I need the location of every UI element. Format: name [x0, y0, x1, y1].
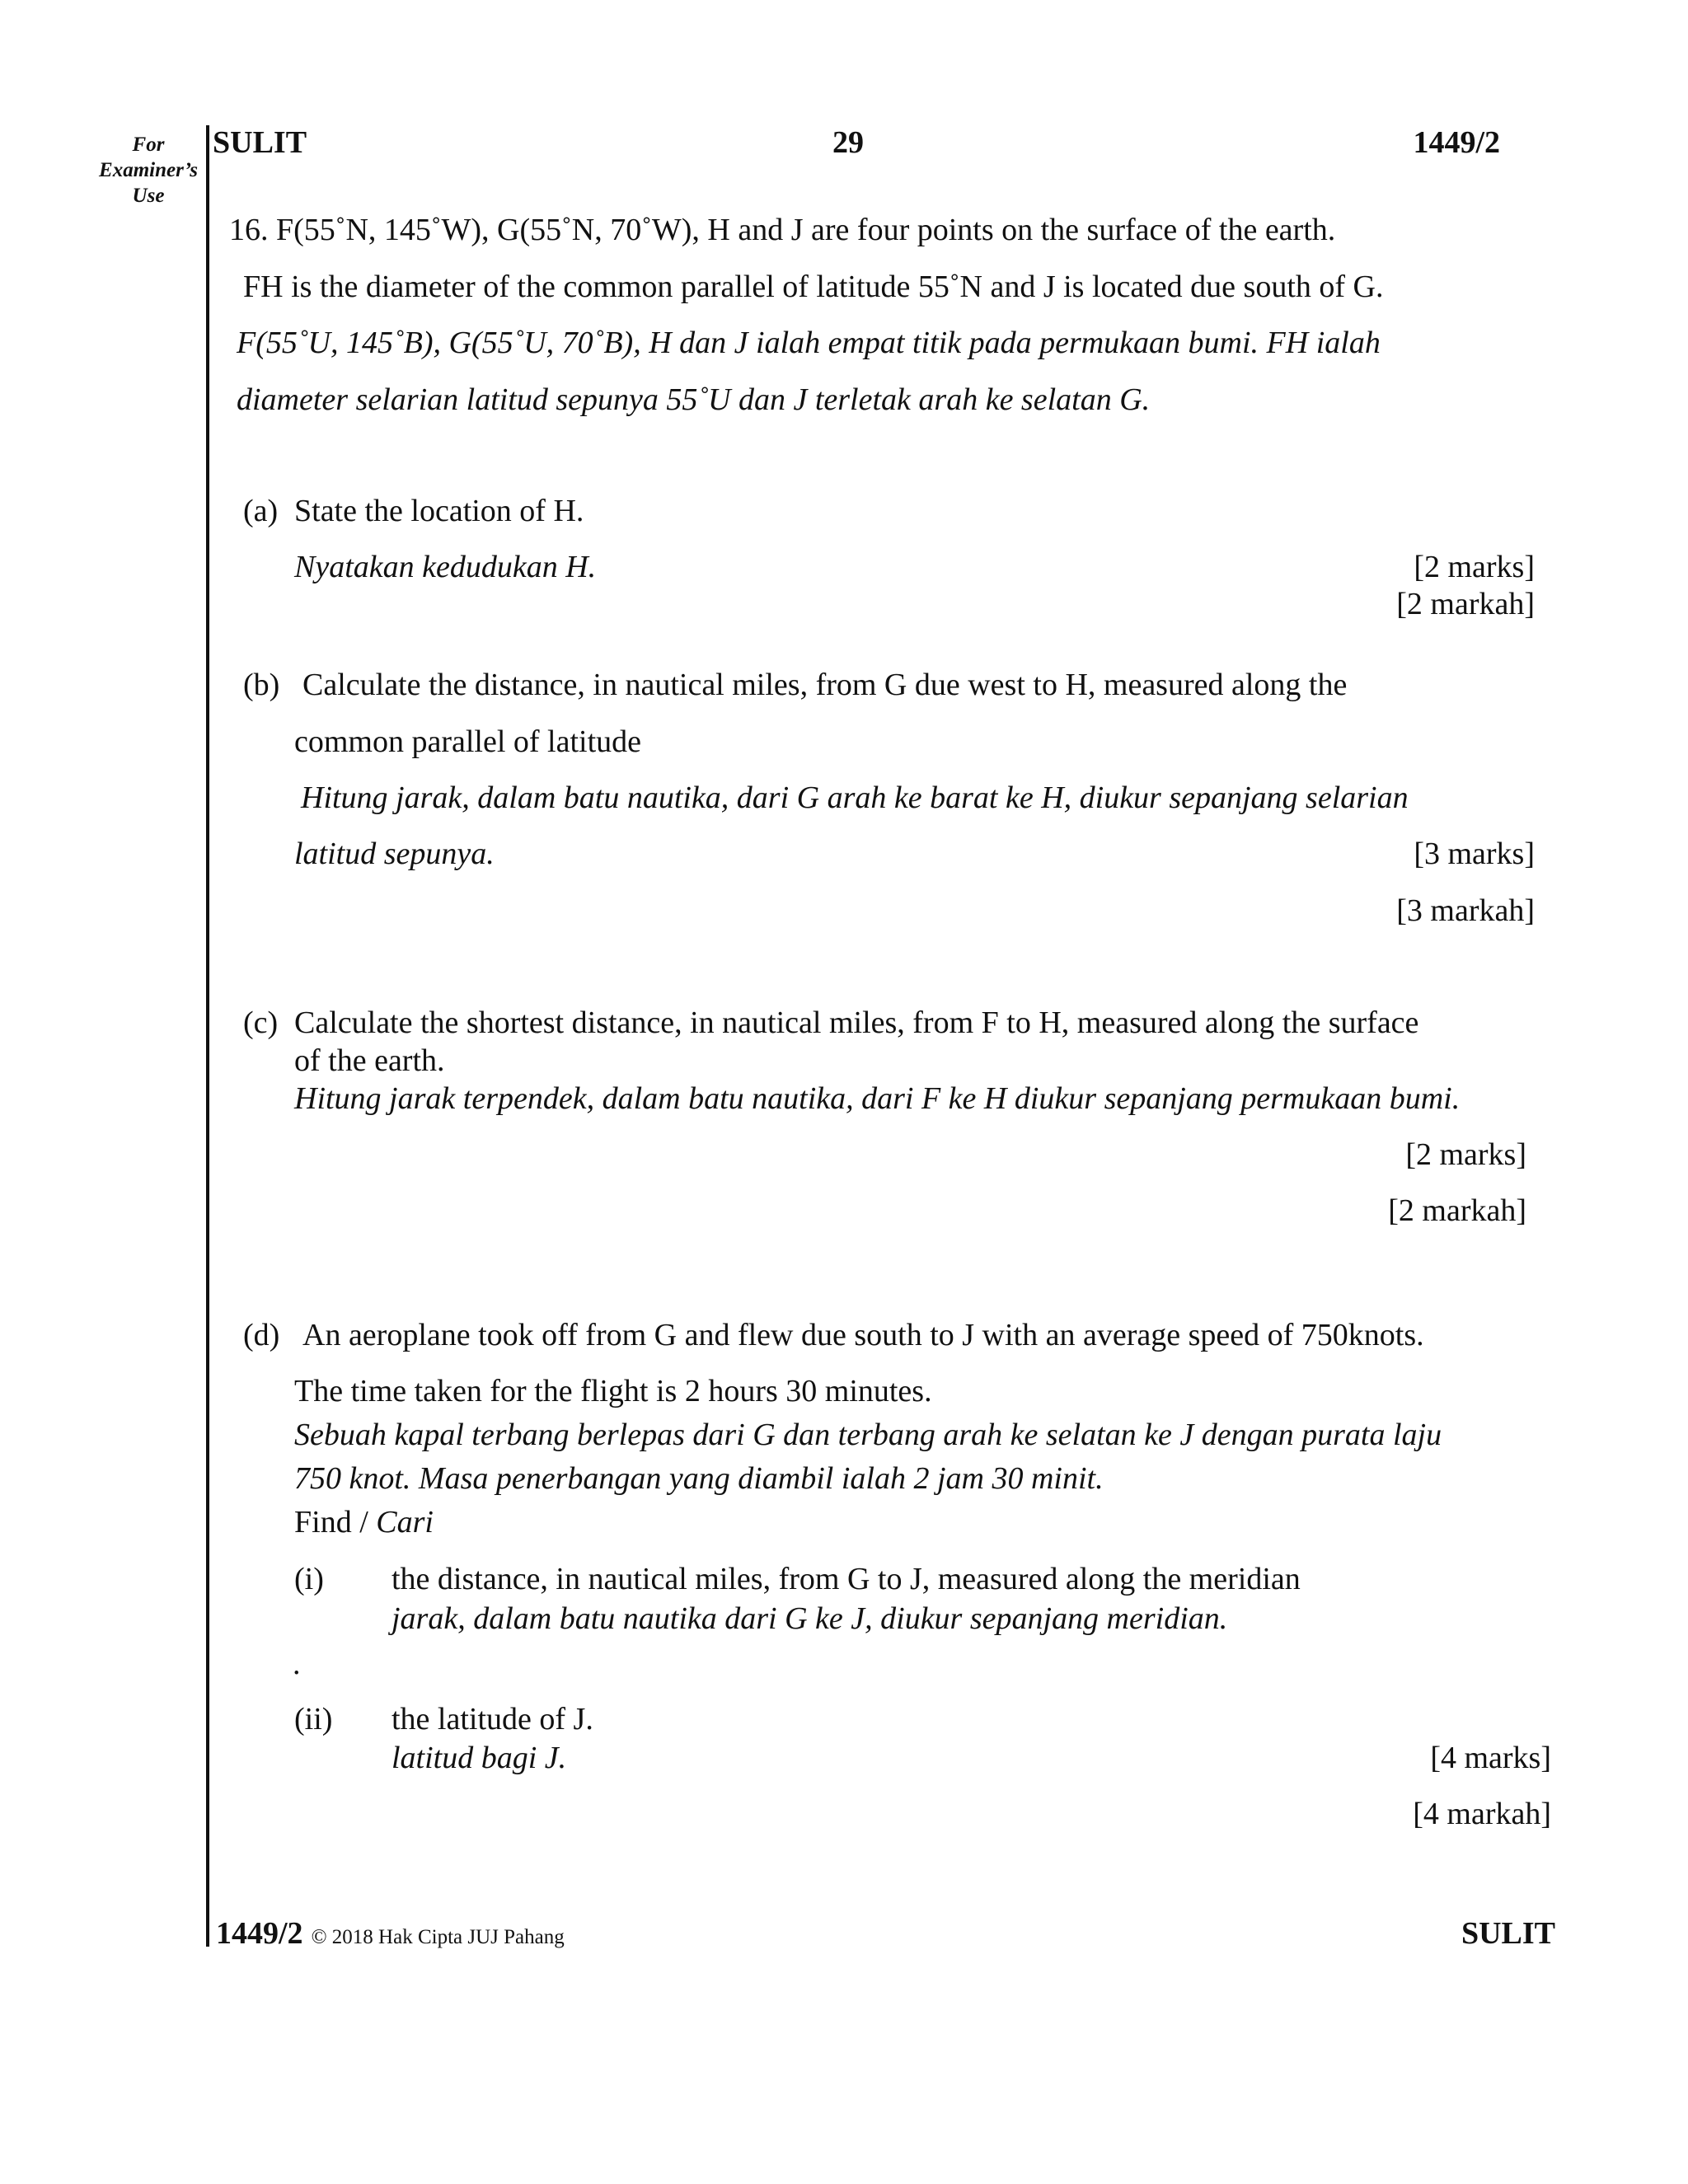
margin-note-line-1: For — [132, 134, 165, 156]
part-d-ms-2: 750 knot. Masa penerbangan yang diambil ialah 2 jam 30 minit. — [294, 1461, 1104, 1496]
part-c-marks: [2 marks] — [1405, 1137, 1526, 1172]
part-b-label: (b) — [243, 668, 280, 702]
part-b-marks: [3 marks] — [1414, 837, 1535, 871]
part-d-ii-ms: latitud bagi J. — [392, 1741, 567, 1775]
footer-code: 1449/2 — [216, 1916, 303, 1951]
part-a-en: State the location of H. — [294, 494, 584, 528]
part-c-ms: Hitung jarak terpendek, dalam batu nautika, dari F ke H diukur sepanjang permukaan bumi. — [294, 1081, 1461, 1116]
part-a-ms: Nyatakan kedudukan H. — [294, 550, 597, 584]
part-d-markah: [4 markah] — [1413, 1797, 1551, 1831]
part-d-marks: [4 marks] — [1430, 1741, 1551, 1775]
question-malay-line-2: diameter selarian latitud sepunya 55˚U dan J terletak arah ke selatan G. — [237, 382, 1151, 417]
part-c-markah: [2 markah] — [1388, 1193, 1526, 1228]
page-number: 29 — [832, 125, 864, 160]
part-d-ii-en: the latitude of J. — [392, 1702, 593, 1736]
part-b-en-1: Calculate the distance, in nautical miles, from G due west to H, measured along the — [302, 668, 1348, 702]
margin-note-line-3: Use — [132, 185, 165, 207]
margin-rule — [206, 125, 209, 1947]
footer-left — [216, 1915, 565, 1959]
question-line-1: 16. F(55˚N, 145˚W), G(55˚N, 70˚W), H and J are four points on the surface of the earth. — [229, 213, 1336, 247]
question-malay-line-1: F(55˚U, 145˚B), G(55˚U, 70˚B), H dan J ialah empat titik pada permukaan bumi. FH ialah — [237, 326, 1381, 360]
header-sulit: SULIT — [213, 125, 307, 160]
part-b-markah: [3 markah] — [1396, 893, 1535, 928]
paper-code: 1449/2 — [1413, 125, 1500, 160]
part-d-label: (d) — [243, 1318, 280, 1352]
part-b-ms-1: Hitung jarak, dalam batu nautika, dari G arah ke barat ke H, diukur sepanjang selarian — [301, 780, 1409, 815]
part-d-en-2: The time taken for the flight is 2 hours 30 minutes. — [294, 1374, 932, 1408]
part-d-find — [294, 1503, 434, 1541]
find-en: Find — [294, 1505, 352, 1540]
part-c-label: (c) — [243, 1005, 279, 1040]
part-a-marks: [2 marks] — [1414, 550, 1535, 584]
part-d-i-ms: jarak, dalam batu nautika dari G ke J, diukur sepanjang meridian. — [392, 1601, 1228, 1636]
margin-note-line-2: Examiner’s — [99, 159, 198, 181]
find-separator: / — [351, 1505, 377, 1540]
footer-sulit: SULIT — [1461, 1916, 1555, 1951]
question-line-2: FH is the diameter of the common parallel of latitude 55˚N and J is located due south of G. — [243, 269, 1384, 304]
part-c-en-1: Calculate the shortest distance, in nautical miles, from F to H, measured along the surface — [294, 1005, 1419, 1040]
part-d-ms-1: Sebuah kapal terbang berlepas dari G dan terbang arah ke selatan ke J dengan purata laju — [294, 1418, 1442, 1452]
part-a-markah: [2 markah] — [1396, 587, 1535, 621]
part-d-i-en: the distance, in nautical miles, from G to J, measured along the meridian — [392, 1562, 1301, 1596]
part-d-ii-label: (ii) — [294, 1702, 333, 1736]
stray-dot: . — [293, 1647, 301, 1681]
part-c-en-2: of the earth. — [294, 1043, 445, 1078]
examiner-use-note — [82, 132, 214, 209]
part-b-ms-2: latitud sepunya. — [294, 837, 495, 871]
part-d-en-1: An aeroplane took off from G and flew due south to J with an average speed of 750knots. — [302, 1318, 1424, 1352]
part-d-i-label: (i) — [294, 1562, 324, 1596]
part-a-label: (a) — [243, 494, 279, 528]
footer-copyright: © 2018 Hak Cipta JUJ Pahang — [311, 1926, 565, 1948]
part-b-en-2: common parallel of latitude — [294, 724, 642, 759]
find-ms: Cari — [376, 1505, 434, 1540]
